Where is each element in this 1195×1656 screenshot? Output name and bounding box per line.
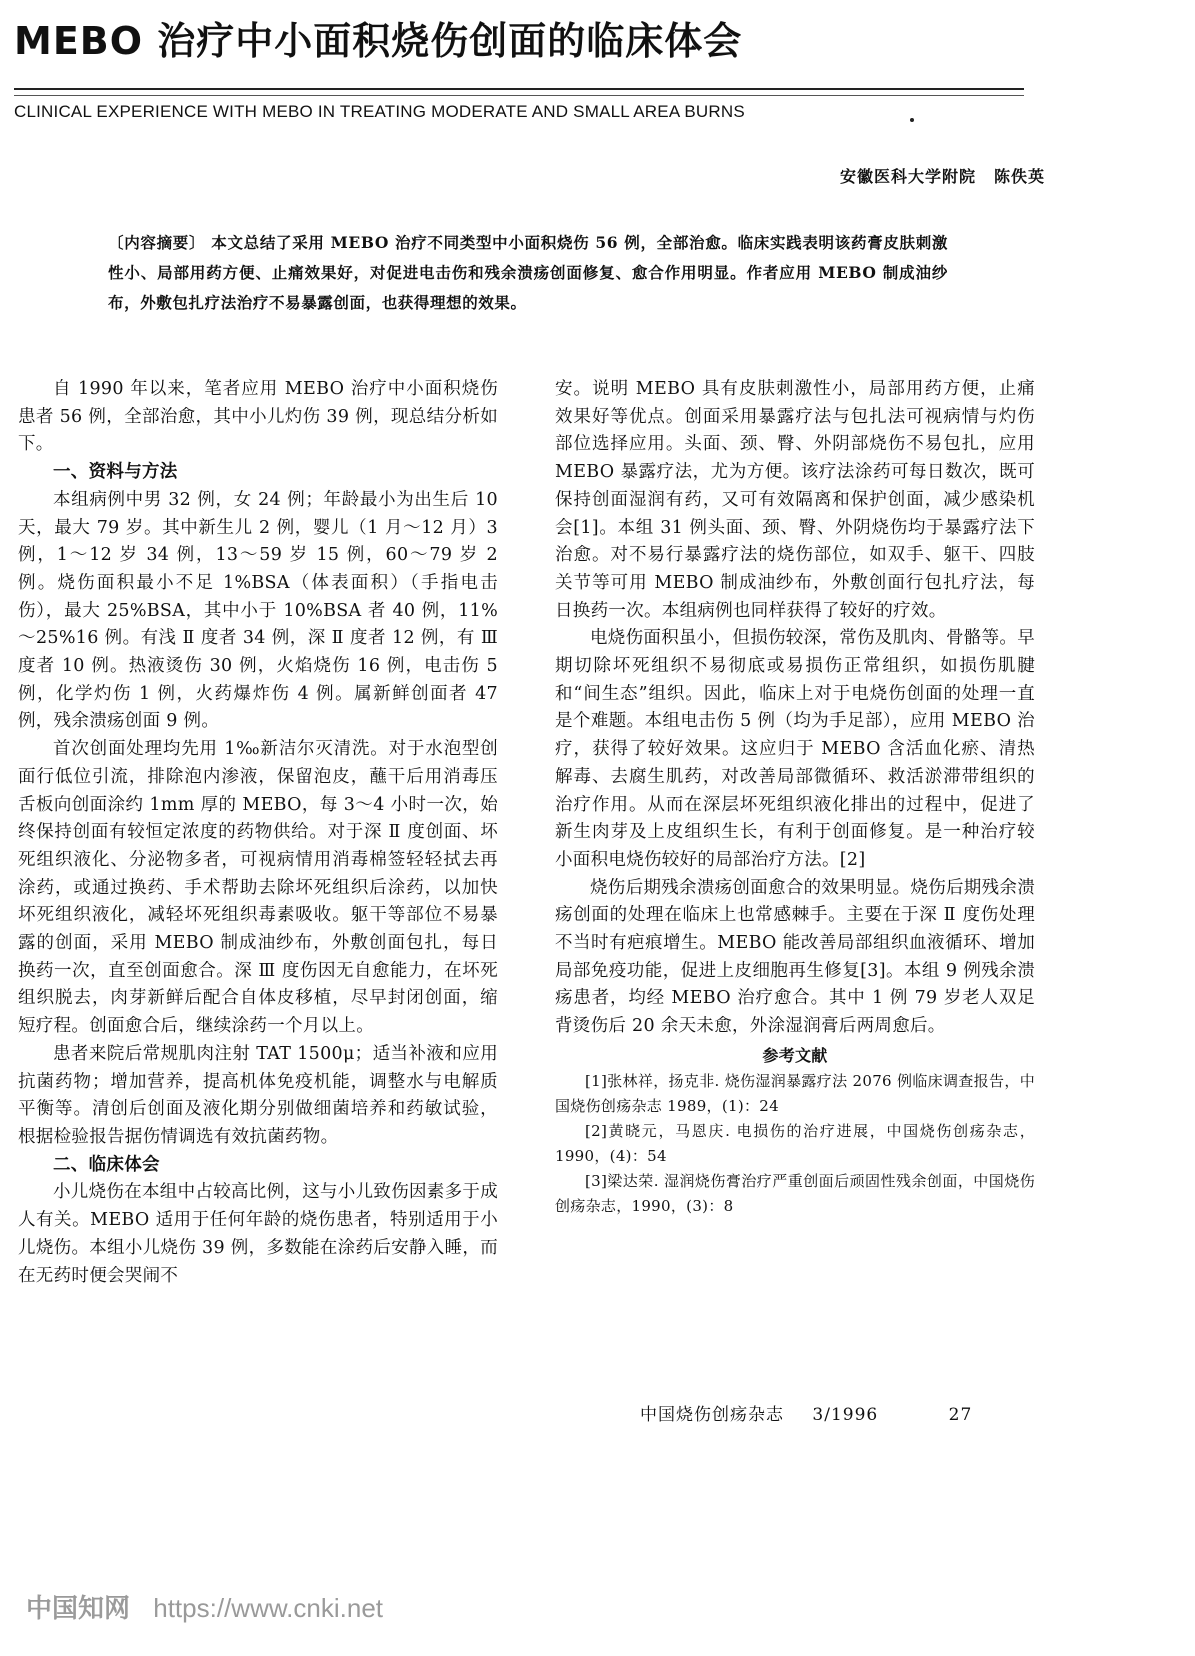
cnki-logo: 中国知网 xyxy=(26,1593,131,1623)
journal-name: 中国烧伤创疡杂志 xyxy=(640,1405,784,1425)
article-title: MEBO 治疗中小面积烧伤创面的临床体会 xyxy=(14,19,743,63)
abstract-tag: 〔内容摘要〕 xyxy=(108,234,206,252)
reference-item: [3]梁达荣. 湿润烧伤膏治疗严重创面后顽固性残余创面，中国烧伤创疡杂志，1990，(3)：8 xyxy=(555,1171,1035,1215)
title-rule xyxy=(14,88,1024,90)
paragraph: 首次创面处理均先用 1‰新洁尔灭清洗。对于水泡型创面行低位引流，排除泡内渗液，保留泡皮，蘸干后用消毒压舌板向创面涂约 1mm 厚的 MEBO，每 3～4 小时一次，始终保持创面有较恒定浓度的药物供给。对于深 Ⅱ 度创面、坏死组织液化、分泌物多者，可视病情用消毒棉签轻轻拭去再涂药，或通过换药、手术帮助去除坏死组织后涂药，以加快坏死组织液化，减轻坏死组织毒素吸收。躯干等部位不易暴露的创面，采用 MEBO 制成油纱布，外敷创面包扎，每日换药一次，直至创面愈合。深 Ⅲ 度伤因无自愈能力，在坏死组织脱去，肉芽新鲜后配合自体皮移植，尽早封闭创面，缩短疗程。创面愈合后，继续涂药一个月以上。 xyxy=(18,739,498,1037)
paragraph: 本组病例中男 32 例，女 24 例；年龄最小为出生后 10 天，最大 79 岁。其中新生儿 2 例，婴儿（1 月～12 月）3 例，1～12 岁 34 例，13～59 岁 15 例，60～79 岁 2 例。烧伤面积最小不足 1%BSA（体表面积）（手指电击伤），最大 25%BSA，其中小于 10%BSA 者 40 例，11%～25%16 例。有浅 Ⅱ 度者 34 例，深 Ⅱ 度者 12 例，有 Ⅲ 度者 10 例。热液烫伤 30 例，火焰烧伤 16 例，电击伤 5 例，化学灼伤 1 例，火药爆炸伤 4 例。属新鲜创面者 47 例，残余溃疡创面 9 例。 xyxy=(18,489,498,732)
abstract-text: 本文总结了采用 MEBO 治疗不同类型中小面积烧伤 56 例，全部治愈。临床实践表明该药膏皮肤刺激性小、局部用药方便、止痛效果好，对促进电击伤和残余溃疡创面修复、愈合作用明显。作者应用 MEBO 制成油纱布，外敷包扎疗法治疗不易暴露创面，也获得理想的效果。 xyxy=(108,233,948,312)
decorative-dot xyxy=(910,118,914,122)
section-heading: 二、临床体会 xyxy=(53,1154,160,1175)
page-number: 27 xyxy=(948,1405,973,1425)
english-title: CLINICAL EXPERIENCE WITH MEBO IN TREATING MODERATE AND SMALL AREA BURNS xyxy=(14,102,745,121)
section-heading: 一、资料与方法 xyxy=(53,462,178,483)
author-name: 陈佚英 xyxy=(993,167,1045,186)
page-footer xyxy=(640,1400,1040,1425)
paragraph: 患者来院后常规肌肉注射 TAT 1500μ；适当补液和应用抗菌药物；增加营养，提高机体免疫机能，调整水与电解质平衡等。清创后创面及液化期分别做细菌培养和药敏试验，根据检验报告据伤情调选有效抗菌药物。 xyxy=(18,1043,498,1147)
author-line xyxy=(840,164,1045,187)
reference-item: [2]黄晓元，马恩庆. 电损伤的治疗进展，中国烧伤创疡杂志，1990，(4)：54 xyxy=(555,1121,1035,1165)
left-column xyxy=(18,376,498,1290)
paragraph: 自 1990 年以来，笔者应用 MEBO 治疗中小面积烧伤患者 56 例，全部治愈，其中小儿灼伤 39 例，现总结分析如下。 xyxy=(18,379,498,455)
references-heading: 参考文献 xyxy=(762,1045,828,1065)
right-column xyxy=(555,376,1035,1219)
cnki-url: https://www.cnki.net xyxy=(153,1593,384,1623)
reference-item: [1]张林祥，扬克非. 烧伤湿润暴露疗法 2076 例临床调查报告，中国烧伤创疡杂志 1989，(1)：24 xyxy=(555,1071,1035,1115)
paragraph: 电烧伤面积虽小，但损伤较深，常伤及肌肉、骨骼等。早期切除坏死组织不易彻底或易损伤正常组织，如损伤肌腱和“间生态”组织。因此，临床上对于电烧伤创面的处理一直是个难题。本组电击伤 5 例（均为手足部），应用 MEBO 治疗，获得了较好效果。这应归于 MEBO 含活血化瘀、清热解毒、去腐生肌药，对改善局部微循环、救活淤滞带组织的治疗作用。从而在深层坏死组织液化排出的过程中，促进了新生肉芽及上皮组织生长，有利于创面修复。是一种治疗较小面积电烧伤较好的局部治疗方法。[2] xyxy=(555,628,1035,870)
title-rule-thin xyxy=(14,95,1024,96)
issue-number: 3/1996 xyxy=(812,1405,879,1425)
paragraph: 小儿烧伤在本组中占较高比例，这与小儿致伤因素多于成人有关。MEBO 适用于任何年龄的烧伤患者，特别适用于小儿烧伤。本组小儿烧伤 39 例，多数能在涂药后安静入睡，而在无药时便会哭闹不 xyxy=(18,1182,498,1286)
affiliation: 安徽医科大学附院 xyxy=(839,167,976,186)
paragraph: 烧伤后期残余溃疡创面愈合的效果明显。烧伤后期残余溃疡创面的处理在临床上也常感棘手。主要在于深 Ⅱ 度伤处理不当时有疤痕增生。MEBO 能改善局部组织血液循环、增加局部免疫功能，促进上皮细胞再生修复[3]。本组 9 例残余溃疡患者，均经 MEBO 治疗愈合。其中 1 例 79 岁老人双足背烫伤后 20 余天未愈，外涂湿润膏后两周愈后。 xyxy=(555,877,1035,1037)
abstract xyxy=(108,228,948,318)
paragraph: 安。说明 MEBO 具有皮肤刺激性小，局部用药方便，止痛效果好等优点。创面采用暴露疗法与包扎法可视病情与灼伤部位选择应用。头面、颈、臀、外阴部烧伤不易包扎，应用 MEBO 暴露疗法，尤为方便。该疗法涂药可每日数次，既可保持创面湿润有药，又可有效隔离和保护创面，减少感染机会[1]。本组 31 例头面、颈、臀、外阴烧伤均于暴露疗法下治愈。对不易行暴露疗法的烧伤部位，如双手、躯干、四肢关节等可用 MEBO 制成油纱布，外敷创面行包扎疗法，每日换药一次。本组病例也同样获得了较好的疗效。 xyxy=(555,379,1035,621)
cnki-watermark xyxy=(26,1588,383,1625)
